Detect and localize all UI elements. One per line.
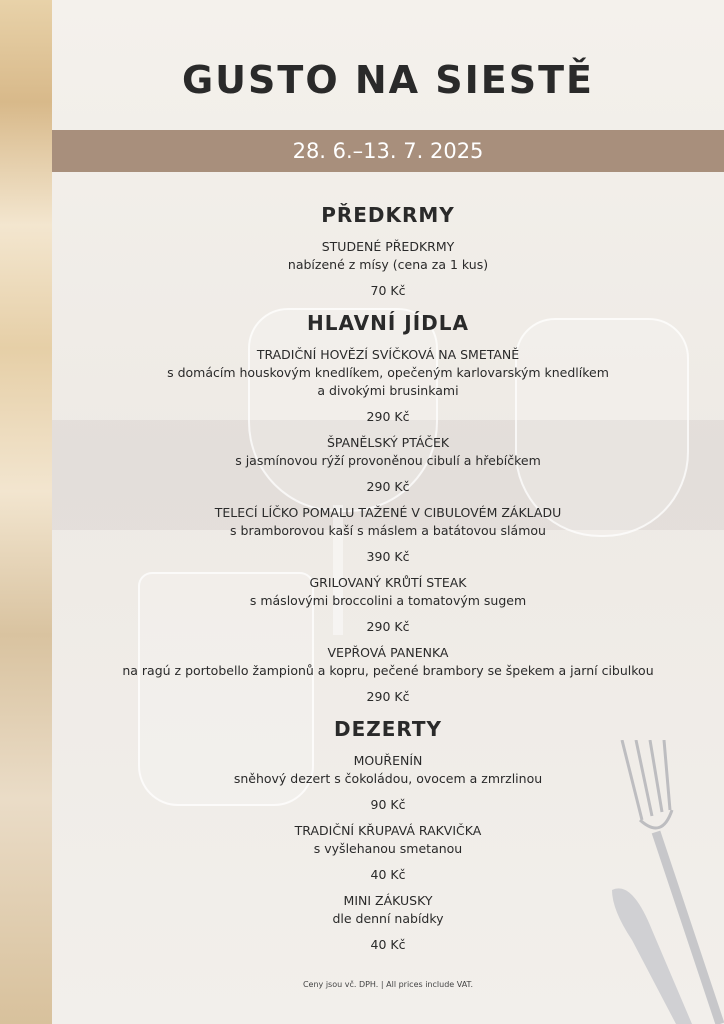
menu-item (52, 346, 724, 426)
menu-item (52, 644, 724, 706)
item-description: dle denní nabídky (332, 911, 444, 926)
item-price: 40 Kč (370, 867, 406, 882)
item-price: 390 Kč (366, 549, 410, 564)
section-dezerty (52, 714, 724, 954)
item-name: MOUŘENÍN (353, 753, 423, 768)
item-name: VEPŘOVÁ PANENKA (327, 645, 449, 660)
item-name: TRADIČNÍ HOVĚZÍ SVÍČKOVÁ NA SMETANĚ (256, 347, 520, 362)
item-price: 290 Kč (366, 479, 410, 494)
item-description: s vyšlehanou smetanou (313, 841, 463, 856)
menu-item (52, 504, 724, 566)
section-hlavni-jidla (52, 308, 724, 706)
item-price: 290 Kč (366, 619, 410, 634)
item-description: sněhový dezert s čokoládou, ovocem a zmrzlinou (233, 771, 543, 786)
item-description: s bramborovou kaší s máslem a batátovou slámou (230, 523, 546, 538)
item-description: s máslovými broccolini a tomatovým sugem (249, 593, 527, 608)
item-name: MINI ZÁKUSKY (343, 893, 433, 908)
item-name: GRILOVANÝ KRŮTÍ STEAK (309, 575, 467, 590)
date-range: 28. 6.–13. 7. 2025 (292, 139, 484, 163)
menu-item (52, 752, 724, 814)
section-title: HLAVNÍ JÍDLA (307, 311, 469, 335)
menu-title: GUSTO NA SIESTĚ (181, 58, 595, 102)
section-predkrmy (52, 200, 724, 300)
date-range-banner (52, 130, 724, 172)
section-title: PŘEDKRMY (321, 203, 455, 227)
menu-item (52, 238, 724, 300)
item-description: na ragú z portobello žampionů a kopru, pečené brambory se špekem a jarní cibulkou (122, 663, 654, 678)
menu-content (52, 200, 724, 962)
menu-item (52, 574, 724, 636)
item-name: ŠPANĚLSKÝ PTÁČEK (326, 435, 450, 450)
price-footnote: Ceny jsou vč. DPH. | All prices include VAT. (302, 980, 474, 989)
item-description: s jasmínovou rýží provoněnou cibulí a hřebíčkem (235, 453, 541, 468)
section-title: DEZERTY (333, 717, 443, 741)
menu-item (52, 434, 724, 496)
item-price: 290 Kč (366, 689, 410, 704)
item-price: 40 Kč (370, 937, 406, 952)
item-name: TELECÍ LÍČKO POMALU TAŽENÉ V CIBULOVÉM ZÁKLADU (214, 505, 562, 520)
menu-item (52, 892, 724, 954)
item-price: 90 Kč (370, 797, 406, 812)
item-name: TRADIČNÍ KŘUPAVÁ RAKVIČKA (294, 823, 482, 838)
item-price: 70 Kč (370, 283, 406, 298)
item-price: 290 Kč (366, 409, 410, 424)
item-description: s domácím houskovým knedlíkem, opečeným karlovarským knedlíkem (167, 365, 609, 380)
background-strip (0, 0, 52, 1024)
menu-item (52, 822, 724, 884)
item-description: nabízené z mísy (cena za 1 kus) (287, 257, 489, 272)
item-description-line2: a divokými brusinkami (317, 383, 459, 398)
item-name: STUDENÉ PŘEDKRMY (321, 239, 455, 254)
